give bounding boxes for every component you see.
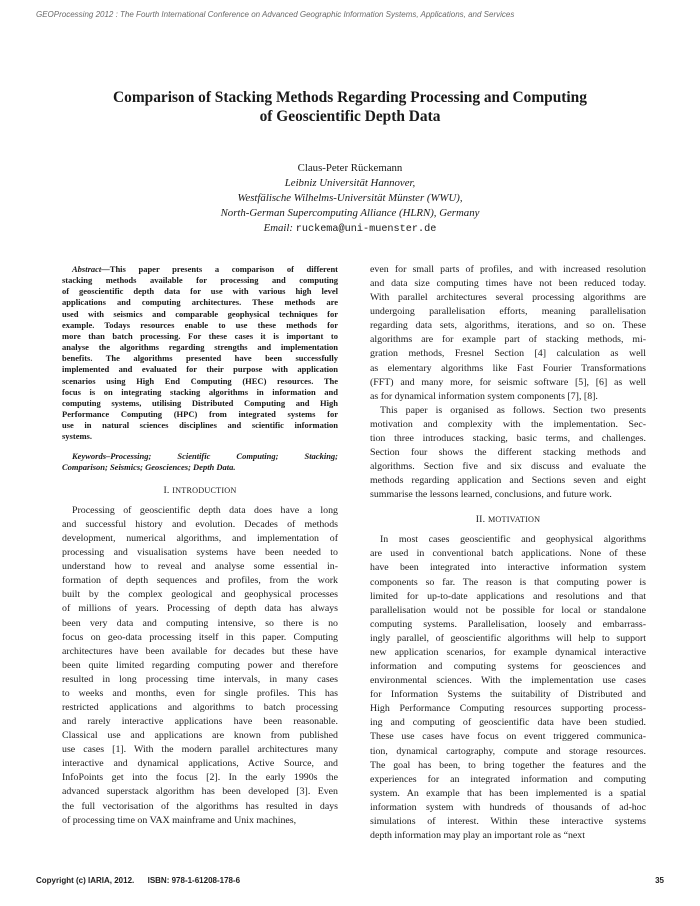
- body-line: of millions of years. Processing of depth data has always: [62, 603, 338, 615]
- body-line: processing and visualisation systems have been needed to: [62, 547, 338, 559]
- body-line: of processing time on VAX mainframe and Unix machines,: [62, 814, 297, 826]
- abstract-text: —This paper presents a comparison of different: [101, 264, 338, 274]
- body-line: information and computing systems for geosciences and: [370, 661, 646, 673]
- body-line: motivation and complexity with the implementation. Sec-: [370, 418, 646, 430]
- body-line: are used in conventional batch applications. None of these: [370, 548, 646, 560]
- body-line: understand how to reveal and analyse some essential in-: [62, 561, 338, 573]
- body-line: InfoPoints get into the focus [2]. In the early 1990s the: [62, 772, 338, 784]
- body-line: interactive and dynamical applications, Active Source, and: [62, 758, 338, 770]
- body-line: the full vectorisation of the algorithms has resulted in days: [62, 800, 338, 812]
- body-line: system. An example that has been implemented is a spatial: [370, 787, 646, 799]
- body-line: These use cases have focus on event triggered communica-: [370, 731, 646, 743]
- body-line: restricted applications and algorithms to batch processing: [62, 702, 338, 713]
- body-line: The goal has been, to bring together the features and the: [370, 759, 646, 771]
- title-line-1: Comparison of Stacking Methods Regarding Processing and Computing: [113, 89, 587, 106]
- abstract-line: analyse the algorithms regarding strengths and implementation: [62, 342, 338, 353]
- body-line: ingly parallel, of geoscientific algorithms will help to support: [370, 632, 646, 644]
- abstract: [62, 264, 338, 443]
- abstract-line: implemented and evaluated for their purpose with application: [62, 364, 338, 375]
- body-line: use cases [1]. With the modern parallel architectures many: [62, 744, 338, 756]
- body-line: Processing of geoscientific depth data does have a long: [72, 504, 338, 516]
- intro-continuation-paragraph: [370, 263, 646, 404]
- keywords-line: Comparison; Seismics; Geosciences; Depth Data.: [62, 461, 236, 472]
- abstract-line: computing systems, utilising Distributed Computing and High: [62, 397, 338, 408]
- abstract-line: applications and computing architectures. These methods are: [62, 297, 338, 308]
- body-line: ing and computing of geoscientific data have been studied.: [370, 717, 646, 729]
- body-line: depth information may play an important role as “next: [370, 829, 585, 841]
- email-address: ruckema@uni-muenster.de: [295, 224, 437, 235]
- body-line: algorithms. Section five and six discuss and evaluate the: [370, 461, 646, 473]
- keywords: [62, 451, 338, 473]
- body-line: advanced superstack algorithm has been developed [3]. Even: [62, 786, 338, 798]
- body-line: Section four shows the different stacking methods and: [370, 447, 646, 459]
- body-line: algorithms are for example part of stacking methods, mi-: [370, 334, 646, 346]
- body-line: experiences for an integrated information and computing: [370, 773, 646, 785]
- author-block: [100, 161, 600, 237]
- body-line: formation of depth sequences and profiles, from the work: [62, 575, 338, 587]
- copyright-notice: Copyright (c) IARIA, 2012.: [36, 876, 135, 885]
- body-line: simulations of interest. Within these interactive systems: [370, 815, 646, 827]
- body-line: been quite limited regarding computing power and therefore: [62, 659, 338, 671]
- keywords-line: Keywords–Processing; Scientific Computing; Stacking;: [72, 450, 338, 461]
- section-title: INTRODUCTION: [172, 485, 237, 495]
- body-line: for Information Systems the suitability of Distributed and: [370, 689, 646, 701]
- isbn: ISBN: 978-1-61208-178-6: [147, 876, 241, 885]
- body-line: Classical use and applications are known from published: [62, 730, 338, 742]
- abstract-line: scenarios using High End Computing (HEC) resources. The: [62, 375, 338, 386]
- left-column: [62, 264, 338, 828]
- author-name: Claus-Peter Rückemann: [297, 162, 403, 174]
- body-line: undergoing parallelisation efforts, meaning parallelisation: [370, 306, 646, 318]
- body-line: environmental sciences. With the implementation use cases: [370, 675, 646, 687]
- body-line: and data size computing times have not been reduced today.: [370, 278, 646, 290]
- abstract-line: focus is on integrating stacking algorithms in information and: [62, 386, 338, 397]
- email-row: [100, 221, 600, 237]
- body-line: focus on geo-data processing itself in this paper. Computing: [62, 631, 338, 643]
- body-line: computing systems. Parallelisation, loosely and embarrass-: [370, 618, 646, 630]
- abstract-line: benefits. The algorithms presented have been successfully: [62, 353, 338, 364]
- body-line: and successful history and evolution. Decades of methods: [62, 518, 338, 530]
- title-line-2: of Geoscientific Depth Data: [259, 108, 441, 125]
- affiliation-3: North-German Supercomputing Alliance (HLRN), Germany: [220, 207, 480, 219]
- email-label: Email:: [263, 222, 296, 234]
- body-line: and rarely interactive applications have been reasonable.: [62, 716, 338, 728]
- abstract-line: systems.: [62, 431, 92, 442]
- body-line: summarise the lessons learned, conclusions, and future work.: [370, 489, 612, 501]
- body-line: In most cases geoscientific and geophysical algorithms: [380, 534, 646, 546]
- footer-left: [36, 876, 240, 885]
- abstract-lead: Abstract: [72, 264, 102, 274]
- body-line: components so far. The reason is that computing power is: [370, 576, 646, 588]
- abstract-line: more than batch processing. For these cases it is important to: [62, 330, 338, 341]
- abstract-line: used with seismics and comparable geophysical techniques for: [62, 308, 338, 319]
- abstract-line: of geoscientific depth data for use with various high level: [62, 286, 338, 297]
- body-line: new application scenarios, for example dynamical interactive: [370, 646, 646, 658]
- body-line: even for small parts of profiles, and with increased resolution: [370, 264, 646, 275]
- motivation-body: [370, 533, 646, 843]
- right-column: [370, 263, 646, 843]
- body-line: tion, dynamical cartography, compute and storage resources.: [370, 745, 646, 757]
- body-line: tion three introduces stacking, basic terms, and challenges.: [370, 432, 646, 444]
- introduction-body: [62, 504, 338, 828]
- body-line: regarding data sets, algorithms, iterations, and so on. These: [370, 320, 646, 332]
- section-heading-introduction: [62, 484, 338, 498]
- body-line: With parallel architectures several processing algorithms are: [370, 292, 646, 304]
- body-line: (FFT) and many more, for seismic software [5], [6] as well: [370, 376, 646, 388]
- body-line: architectures have been available for decades but these have: [62, 645, 338, 657]
- paper-organisation-paragraph: [370, 404, 646, 503]
- body-line: resulted in long processing time intervals, in many cases: [62, 673, 338, 685]
- section-title: MOTIVATION: [487, 515, 541, 525]
- body-line: development, numerical algorithms, and implementation of: [62, 533, 338, 545]
- affiliation-1: Leibniz Universität Hannover,: [284, 177, 416, 189]
- affiliation-2: Westfälische Wilhelms-Universität Münster (WWU),: [237, 192, 463, 204]
- body-line: gration methods, Fresnel Section [4] calculation as well: [370, 348, 646, 360]
- paper-title: [60, 88, 640, 126]
- body-line: as for dynamical information system components [7], [8].: [370, 390, 598, 402]
- body-line: High Performance Computing resources supporting process-: [370, 703, 646, 715]
- body-line: methods regarding application and Sections seven and eight: [370, 475, 646, 487]
- abstract-line: [62, 264, 338, 275]
- body-line: information system with hundreds of thousands of ad-hoc: [370, 801, 646, 813]
- body-line: been very data and computing intensive, so there is no: [62, 617, 338, 629]
- abstract-line: stacking methods available for processing and computing: [62, 275, 338, 286]
- abstract-line: example. Todays resources enable to use these methods for: [62, 319, 338, 330]
- body-line: built by the complex geological and geophysical processes: [62, 589, 338, 601]
- body-line: have been integrated into interactive information system: [370, 562, 646, 574]
- body-line: to weeks and months, even for single profiles. This has: [62, 687, 338, 699]
- section-numeral: II.: [475, 514, 486, 526]
- abstract-line: use in natural sciences disciplines and scientific information: [62, 420, 338, 431]
- abstract-line: Performance Computing (HPC) from integrated systems for: [62, 409, 338, 420]
- section-numeral: I.: [163, 484, 170, 496]
- body-line: limited for up-to-date applications and resolutions and that: [370, 590, 646, 602]
- body-line: This paper is organised as follows. Section two presents: [380, 404, 646, 416]
- running-header: GEOProcessing 2012 : The Fourth International Conference on Advanced Geographic Information Systems, Applications, and Services: [36, 10, 515, 19]
- body-line: as elementary algorithms like Fast Fourier Transformations: [370, 362, 646, 374]
- body-line: parallelisation would not be possible for local or standalone: [370, 604, 646, 616]
- section-heading-motivation: [370, 513, 646, 527]
- page-number: 35: [655, 876, 664, 885]
